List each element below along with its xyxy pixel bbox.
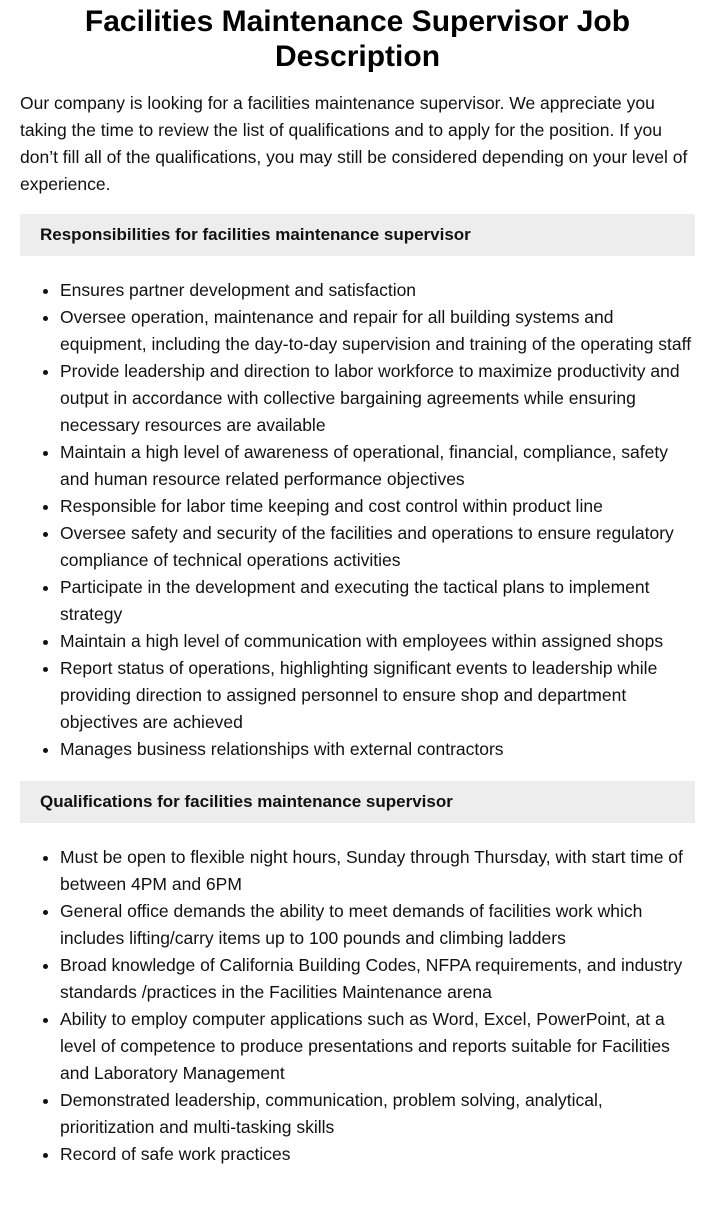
list-item: • General office demands the ability to meet demands of facilities work which includes lifting/carry items up to 100 pounds and climbing ladders bbox=[60, 898, 695, 952]
list-item: • Record of safe work practices bbox=[60, 1141, 695, 1168]
list-item: • Ability to employ computer applications such as Word, Excel, PowerPoint, at a level of competence to produce presentations and reports suitable for Facilities and Laboratory Management bbox=[60, 1006, 695, 1087]
section-heading: Qualifications for facilities maintenance supervisor bbox=[20, 781, 695, 823]
list-item: • Participate in the development and executing the tactical plans to implement strategy bbox=[60, 574, 695, 628]
sections bbox=[20, 214, 695, 1168]
list-item: • Demonstrated leadership, communication, problem solving, analytical, prioritization and multi-tasking skills bbox=[60, 1087, 695, 1141]
list-item: • Oversee operation, maintenance and repair for all building systems and equipment, including the day-to-day supervision and training of the operating staff bbox=[60, 304, 695, 358]
list-item: • Oversee safety and security of the facilities and operations to ensure regulatory compliance of technical operations activities bbox=[60, 520, 695, 574]
list-item: • Manages business relationships with external contractors bbox=[60, 736, 695, 763]
list-item: • Maintain a high level of awareness of operational, financial, compliance, safety and human resource related performance objectives bbox=[60, 439, 695, 493]
list-item: • Maintain a high level of communication with employees within assigned shops bbox=[60, 628, 695, 655]
list-item: • Responsible for labor time keeping and cost control within product line bbox=[60, 493, 695, 520]
section-list bbox=[20, 277, 695, 763]
list-item: • Report status of operations, highlighting significant events to leadership while providing direction to assigned personnel to ensure shop and department objectives are achieved bbox=[60, 655, 695, 736]
section-heading: Responsibilities for facilities maintenance supervisor bbox=[20, 214, 695, 256]
list-item: • Broad knowledge of California Building Codes, NFPA requirements, and industry standards /practices in the Facilities Maintenance arena bbox=[60, 952, 695, 1006]
list-item: • Ensures partner development and satisfaction bbox=[60, 277, 695, 304]
intro-paragraph: Our company is looking for a facilities maintenance supervisor. We appreciate you taking the time to review the list of qualifications and to apply for the position. If you don’t fill all of the qualifications, you may still be considered depending on your level of experience. bbox=[20, 93, 688, 194]
list-item: • Must be open to flexible night hours, Sunday through Thursday, with start time of between 4PM and 6PM bbox=[60, 844, 695, 898]
list-item: • Provide leadership and direction to labor workforce to maximize productivity and output in accordance with collective bargaining agreements while ensuring necessary resources are available bbox=[60, 358, 695, 439]
section-list bbox=[20, 844, 695, 1168]
page-title: Facilities Maintenance Supervisor Job Description bbox=[84, 5, 631, 73]
